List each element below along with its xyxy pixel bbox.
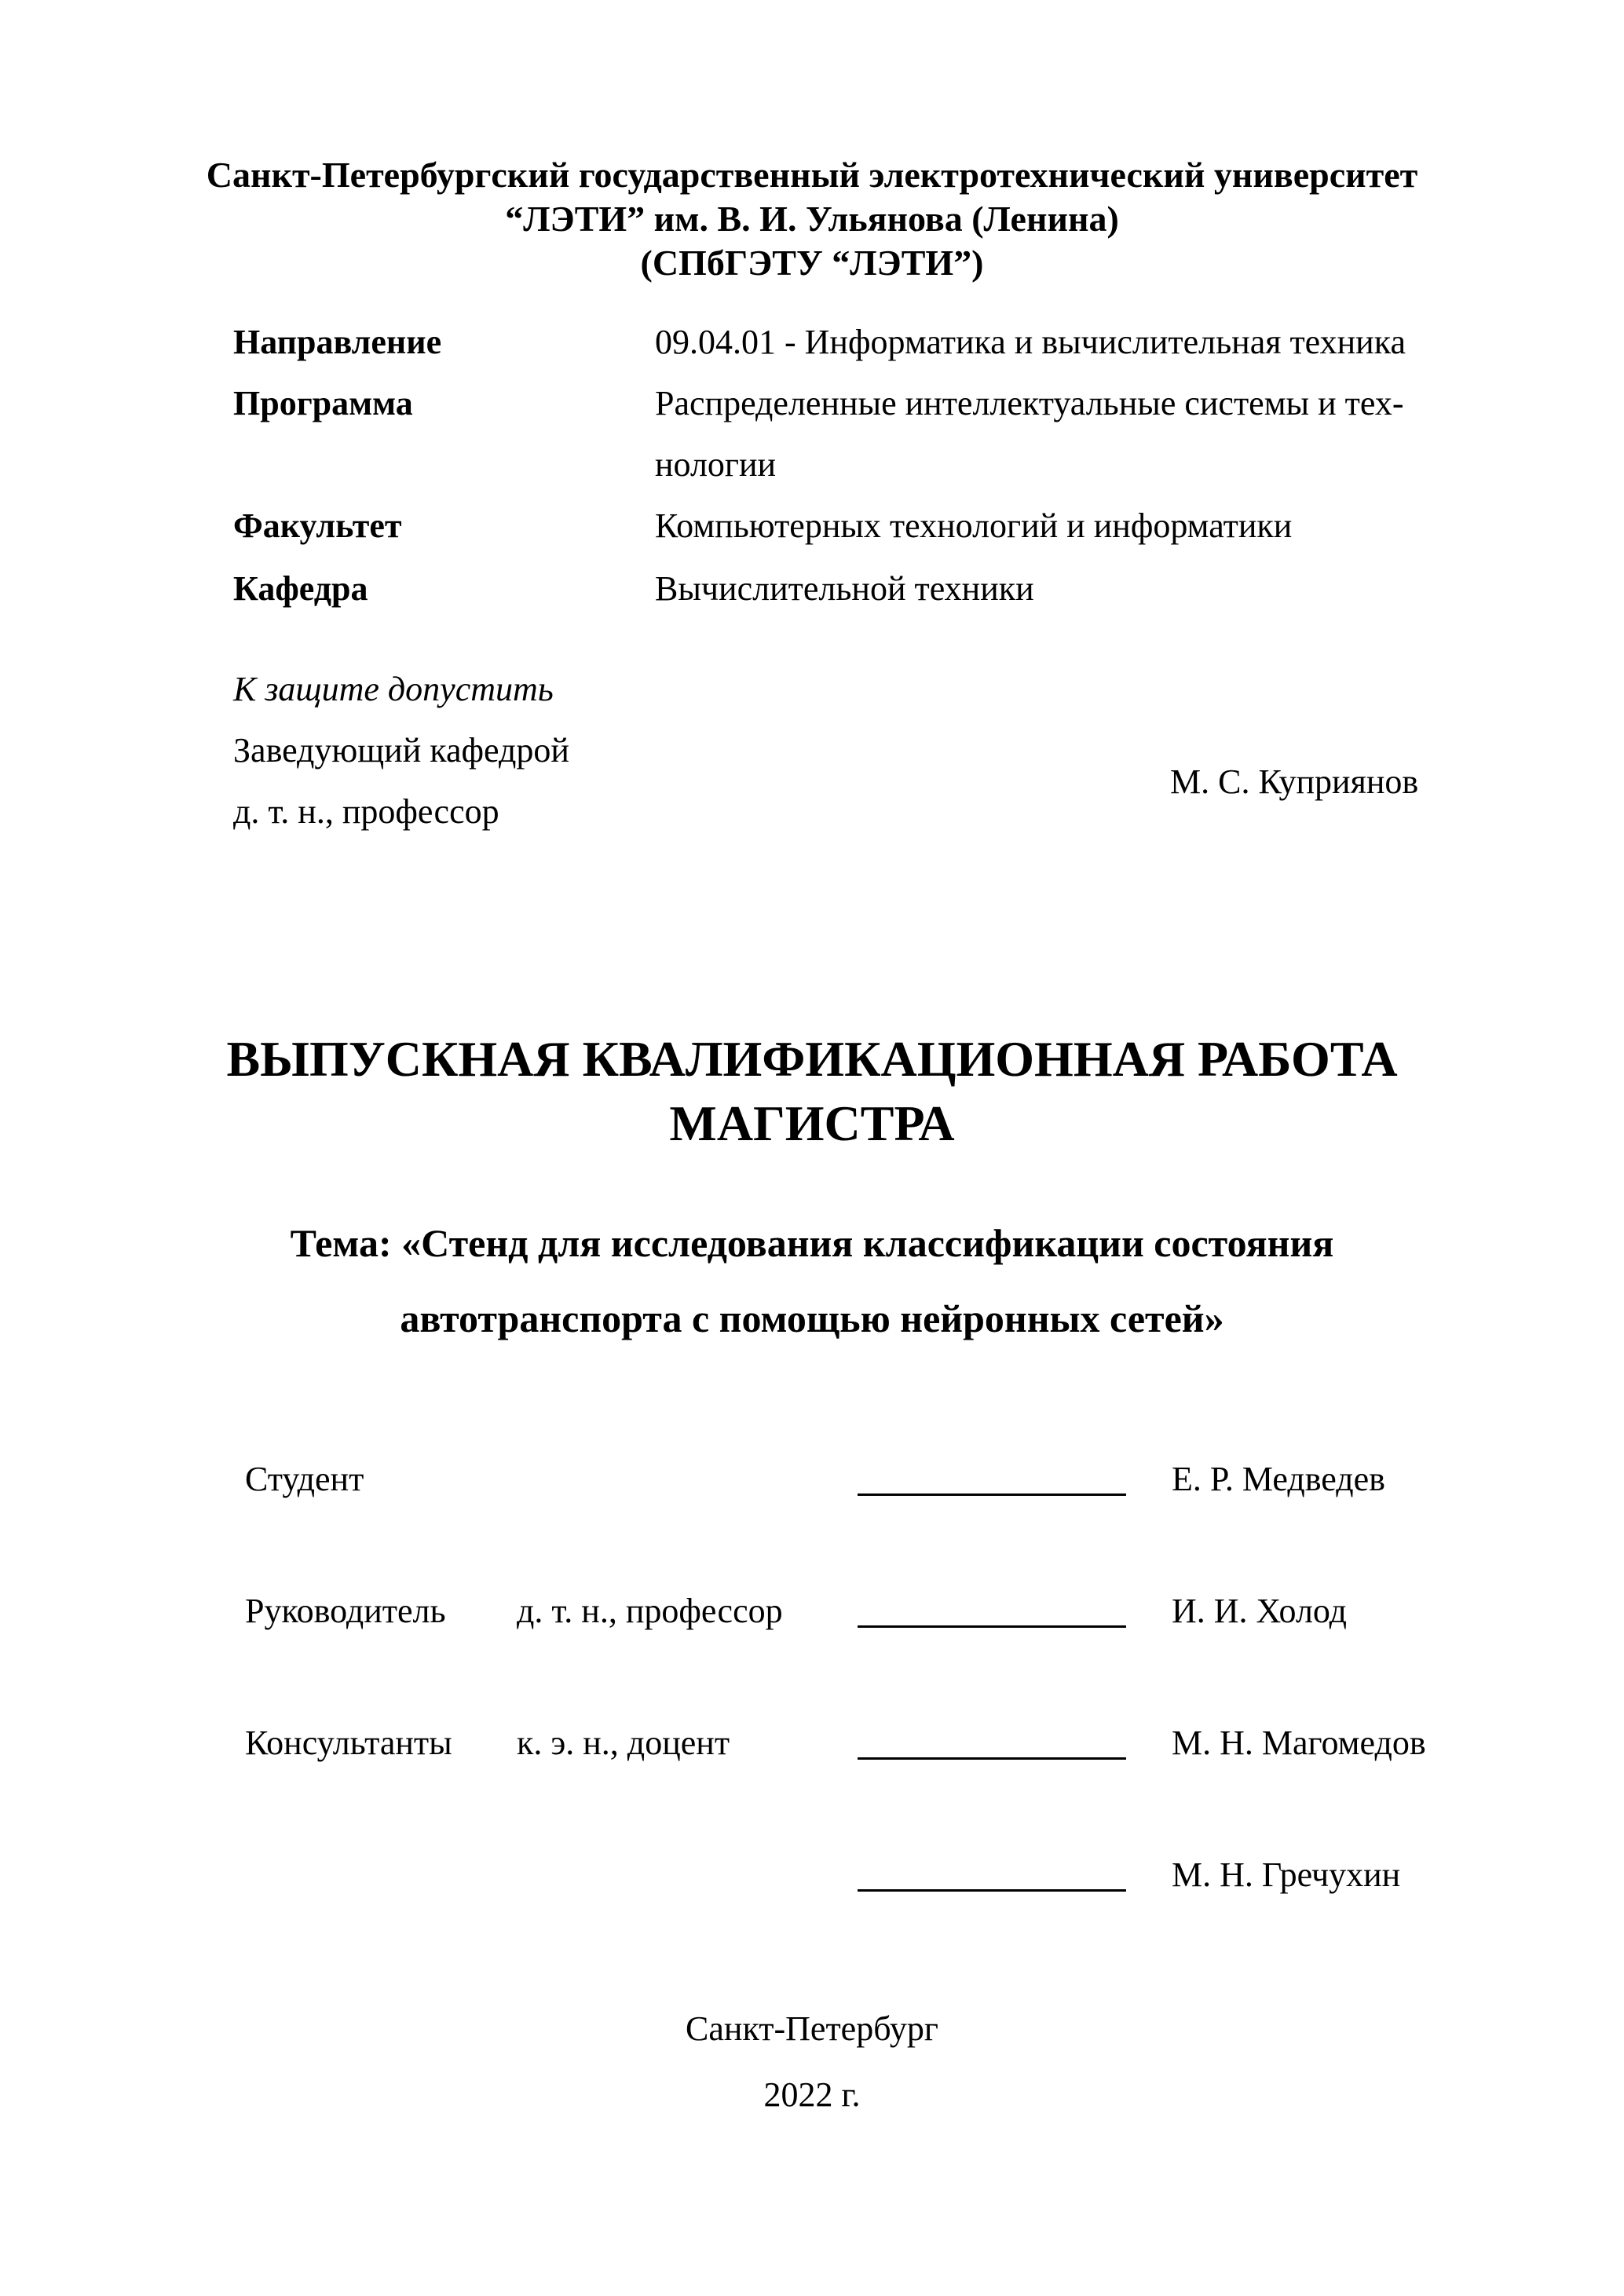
field-label-direction: Направление bbox=[233, 323, 442, 361]
signature-role-supervisor: Руководитель bbox=[245, 1592, 446, 1630]
topic-line-1: Тема: «Стенд для исследования классификации состояния bbox=[290, 1221, 1334, 1265]
signature-name-consultant-2: М. Н. Гречухин bbox=[1172, 1855, 1401, 1894]
university-name: Санкт-Петербургский государственный электротехнический университет bbox=[206, 155, 1418, 195]
document-title-degree: МАГИСТРА bbox=[669, 1095, 955, 1151]
signature-degree-supervisor: д. т. н., профессор bbox=[517, 1592, 783, 1630]
field-value-department: Вычислительной техники bbox=[655, 569, 1034, 608]
footer-city: Санкт-Петербург bbox=[686, 2009, 938, 2048]
topic-line-2: автотранспорта с помощью нейронных сетей» bbox=[400, 1296, 1224, 1340]
field-label-program: Программа bbox=[233, 384, 413, 422]
approval-position: Заведующий кафедрой bbox=[233, 731, 569, 770]
signature-name-supervisor: И. И. Холод bbox=[1172, 1592, 1348, 1630]
signature-role-consultants: Консультанты bbox=[245, 1724, 452, 1762]
field-label-department: Кафедра bbox=[233, 569, 368, 608]
field-value-program: Распределенные интеллектуальные системы и тех- bbox=[655, 384, 1404, 422]
field-value-faculty: Компьютерных технологий и информатики bbox=[655, 506, 1293, 545]
signature-line-supervisor bbox=[858, 1625, 1126, 1628]
signature-role-student: Студент bbox=[245, 1460, 364, 1498]
signature-line-student bbox=[858, 1493, 1126, 1496]
signature-name-student: Е. Р. Медведев bbox=[1172, 1460, 1385, 1498]
signature-degree-consultant-1: к. э. н., доцент bbox=[517, 1724, 730, 1762]
university-full-name: “ЛЭТИ” им. В. И. Ульянова (Ленина) bbox=[505, 199, 1119, 239]
signature-line-consultant-1 bbox=[858, 1757, 1126, 1760]
university-abbreviation: (СПбГЭТУ “ЛЭТИ”) bbox=[640, 243, 984, 283]
signature-line-consultant-2 bbox=[858, 1889, 1126, 1892]
approval-degree: д. т. н., профессор bbox=[233, 792, 499, 831]
document-title: ВЫПУСКНАЯ КВАЛИФИКАЦИОННАЯ РАБОТА bbox=[226, 1031, 1398, 1087]
signature-name-consultant-1: М. Н. Магомедов bbox=[1172, 1724, 1426, 1762]
approval-name: М. С. Куприянов bbox=[1170, 762, 1419, 801]
approval-heading: К защите допустить bbox=[233, 670, 554, 708]
field-value-program-continuation: нологии bbox=[655, 445, 777, 484]
field-label-faculty: Факультет bbox=[233, 506, 402, 545]
footer-year: 2022 г. bbox=[763, 2075, 861, 2114]
field-value-direction: 09.04.01 - Информатика и вычислительная техника bbox=[655, 323, 1406, 361]
